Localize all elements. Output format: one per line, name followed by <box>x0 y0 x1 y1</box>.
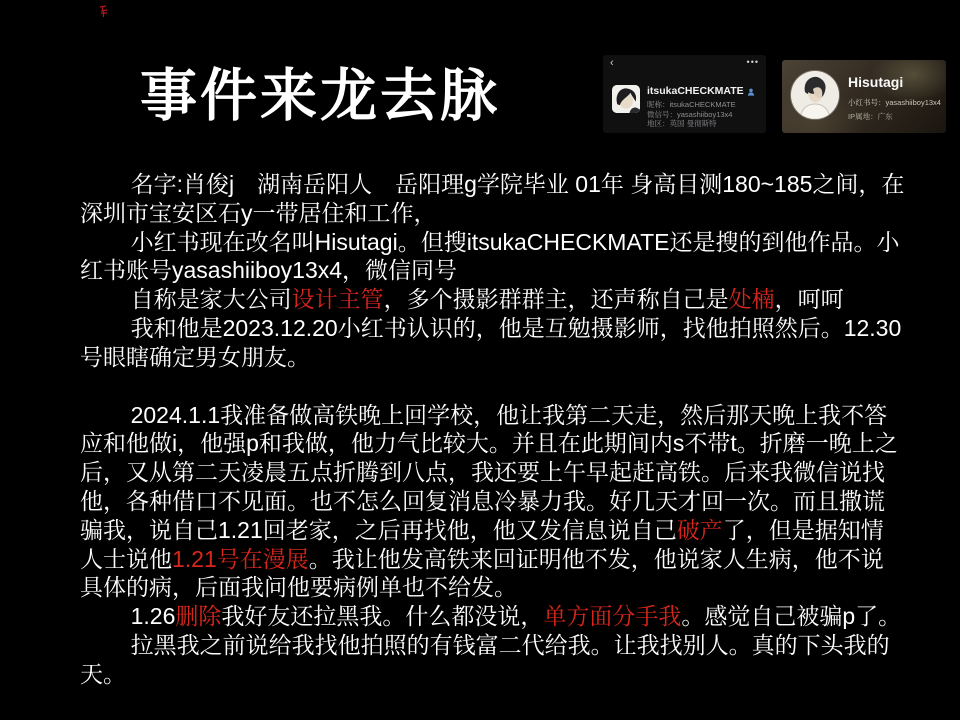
wechat-name-text: itsukaCHECKMATE <box>647 85 744 97</box>
xiaohongshu-profile-name: Hisutagi <box>848 74 904 90</box>
highlighted-text: 处楠 <box>728 286 775 313</box>
highlighted-text: 1.21号在漫展 <box>172 545 309 572</box>
body-text <box>80 170 906 689</box>
wechat-profile-name <box>647 85 755 97</box>
text-segment: 自称是家大公司 <box>130 286 292 313</box>
text-segment: 名字:肖俊j 湖南岳阳人 岳阳理g学院毕业 01年 身高目测180~185之间，在深圳市宝安区石y一带居住和工作， <box>80 171 905 226</box>
body-paragraph <box>80 314 906 372</box>
body-paragraph <box>80 602 906 631</box>
body-paragraph <box>80 285 906 314</box>
highlighted-text: 破产 <box>676 516 723 543</box>
xiaohongshu-avatar <box>791 71 839 119</box>
red-watermark-icon <box>99 5 108 18</box>
body-paragraph <box>80 170 906 228</box>
xiaohongshu-location-field: IP属地：广东 <box>848 112 893 121</box>
text-segment: 我和他是2023.12.20小红书认识的，他是互勉摄影师，找他拍照然后。12.30号眼瞎确定男女朋友。 <box>80 314 902 370</box>
body-paragraph <box>80 228 906 286</box>
text-segment: 小红书现在改名叫Hisutagi。但搜itsukaCHECKMATE还是搜的到他作品。小红书账号yasashiiboy13x4，微信同号 <box>80 228 900 284</box>
highlighted-text: 删除 <box>175 603 222 630</box>
text-segment: ，呵呵 <box>774 286 844 313</box>
back-chevron-icon: ‹ <box>610 57 614 69</box>
body-paragraph <box>80 401 906 603</box>
wechat-profile-screenshot <box>603 55 766 133</box>
body-paragraph <box>80 631 906 689</box>
text-segment: 。感觉自己被骗p了。 <box>681 603 902 630</box>
highlighted-text: 单方面分手我 <box>543 603 682 630</box>
highlighted-text: 设计主管 <box>291 286 384 313</box>
text-segment: 我好友还拉黑我。什么都没说， <box>221 603 544 630</box>
wechat-avatar <box>612 85 640 113</box>
text-segment: 。我让他发高铁来回证明他不发，他说家人生病，他不说具体的病，后面我问他要病例单也不给发。 <box>80 545 884 601</box>
wechat-region-field: 地区：英国 曼彻斯特 <box>647 119 717 128</box>
page-title: 事件来龙去脉 <box>140 64 500 128</box>
text-segment: ，多个摄影群群主，还声称自己是 <box>383 286 729 313</box>
xiaohongshu-profile-screenshot <box>782 60 946 133</box>
text-segment: 拉黑我之前说给我找他拍照的有钱富二代给我。让我找别人。真的下头我的天。 <box>80 631 890 687</box>
wechat-id-field: 微信号：yasashiiboy13x4 <box>647 109 733 119</box>
male-gender-icon <box>747 87 755 95</box>
more-options-icon: ••• <box>746 57 759 67</box>
xiaohongshu-id-field: 小红书号：yasashiiboy13x4 <box>848 98 941 107</box>
text-segment: 2024.1.1我准备做高铁晚上回学校，他让我第二天走，然后那天晚上我不答应和他做i，他强p和我做，他力气比较大。并且在此期间内s不带t。折磨一晚上之后，又从第二天凌晨五点折腾到八点，我还要上午早起赶高铁。后来我微信说找他，各种借口不见面。也不怎么回复消息冷暴力我。好几天才回一次。而且撒谎骗我，说自己1.21回老家，之后再找他，他又发信息说自己 <box>80 401 898 543</box>
wechat-nickname-field: 昵称：itsukaCHECKMATE <box>647 100 736 109</box>
text-segment: 1.26 <box>130 603 176 630</box>
text-segment: 了，但是据知情人士说他 <box>80 516 884 572</box>
